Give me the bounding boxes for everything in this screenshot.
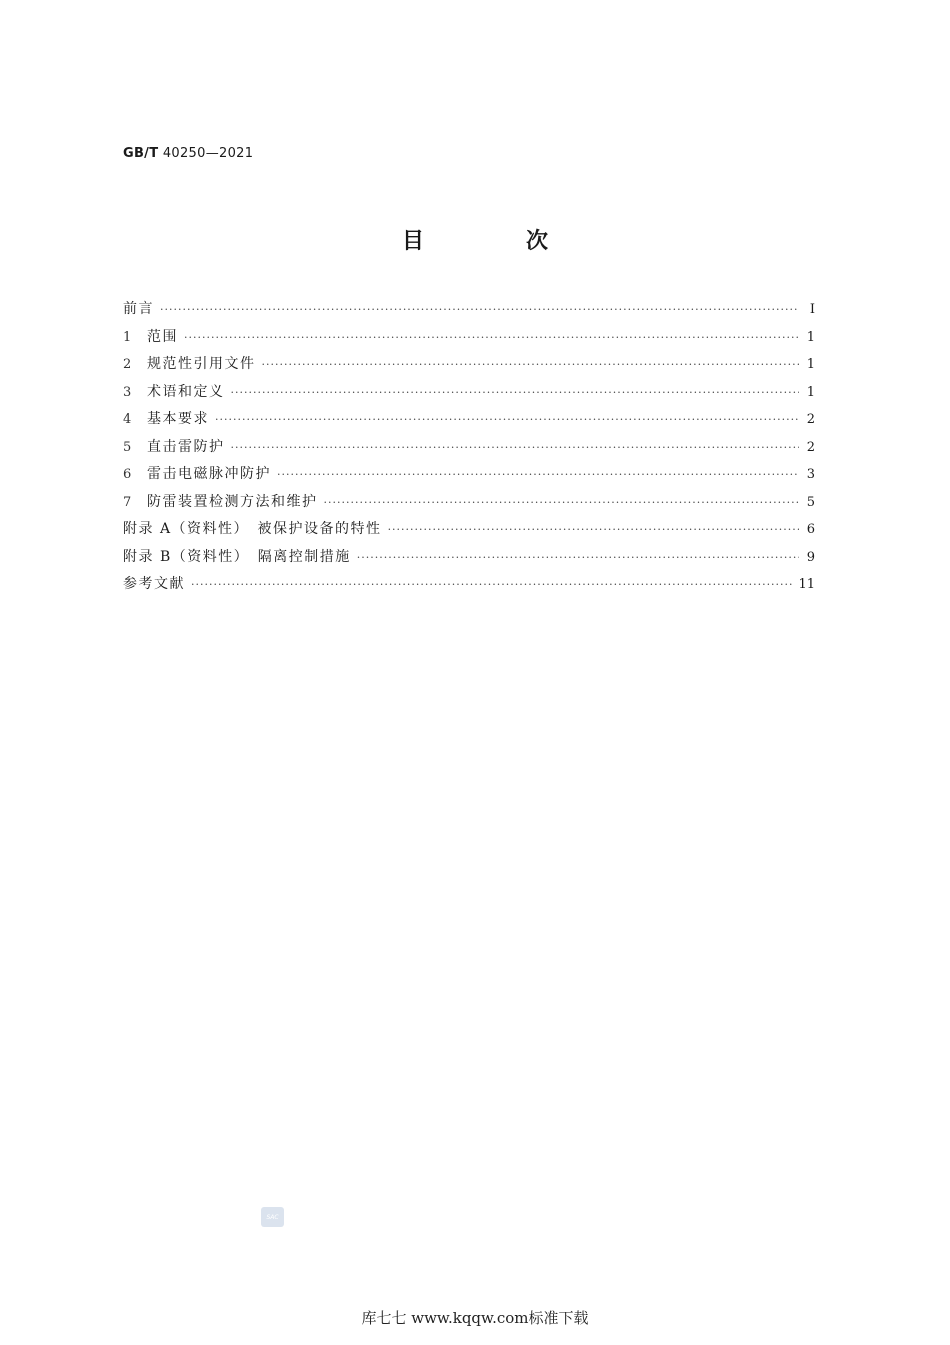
dot-leader bbox=[191, 571, 792, 599]
toc-entry-number: 3 bbox=[123, 384, 132, 400]
toc-entry[interactable] bbox=[123, 571, 815, 599]
toc-entry-page: 9 bbox=[806, 549, 815, 565]
dot-leader bbox=[231, 434, 800, 462]
dot-leader bbox=[357, 544, 799, 572]
standard-code bbox=[123, 146, 253, 161]
toc-entry[interactable] bbox=[123, 406, 815, 434]
toc-entry-label: 范围 bbox=[147, 328, 178, 345]
toc-entry[interactable] bbox=[123, 379, 815, 407]
dot-leader bbox=[215, 406, 799, 434]
dot-leader bbox=[262, 351, 800, 379]
toc-entry[interactable] bbox=[123, 351, 815, 379]
toc-entry-number: 1 bbox=[123, 329, 132, 345]
toc-title: 目 次 bbox=[401, 229, 588, 254]
toc-entry[interactable] bbox=[123, 489, 815, 517]
toc-entry-label: 前言 bbox=[123, 301, 154, 317]
toc-entry-number: 6 bbox=[123, 467, 132, 482]
toc-entry-page: 1 bbox=[806, 329, 815, 345]
toc-entry-label: 基本要求 bbox=[147, 411, 209, 427]
toc-entry-number: 4 bbox=[123, 412, 132, 427]
toc-entry[interactable] bbox=[123, 296, 815, 324]
standard-prefix: GB/T bbox=[123, 146, 159, 161]
toc-entry-page: 2 bbox=[806, 439, 815, 455]
sac-watermark: SAC bbox=[261, 1207, 284, 1227]
toc-entry-page: 2 bbox=[806, 412, 815, 427]
toc-entry-label: 防雷装置检测方法和维护 bbox=[147, 493, 318, 510]
toc-entry[interactable] bbox=[123, 544, 815, 572]
toc-entry-number: 2 bbox=[123, 357, 132, 372]
dot-leader bbox=[231, 379, 800, 407]
toc-entry-label: 术语和定义 bbox=[147, 383, 225, 400]
dot-leader bbox=[324, 489, 800, 517]
toc-entry-page: Ⅰ bbox=[809, 302, 815, 317]
toc-entry-page: 11 bbox=[798, 577, 815, 592]
dot-leader bbox=[184, 324, 799, 352]
footer-text: 库七七 www.kqqw.com标准下载 bbox=[361, 1309, 589, 1327]
toc-entry-page: 6 bbox=[806, 522, 815, 537]
toc-entry-label: 规范性引用文件 bbox=[147, 356, 256, 372]
toc-entry-page: 1 bbox=[806, 384, 815, 400]
toc-entry[interactable] bbox=[123, 434, 815, 462]
toc-entry-label: 直击雷防护 bbox=[147, 438, 225, 455]
toc-entry-label: 雷击电磁脉冲防护 bbox=[147, 466, 271, 482]
toc-entry-page: 1 bbox=[806, 357, 815, 372]
toc-entry[interactable] bbox=[123, 324, 815, 352]
toc-entry[interactable] bbox=[123, 461, 815, 489]
toc-entry-page: 3 bbox=[806, 467, 815, 482]
toc-entry-label: 附录 A（资料性） 被保护设备的特性 bbox=[123, 521, 382, 537]
toc-entry-page: 5 bbox=[806, 494, 815, 510]
standard-number: 40250—2021 bbox=[162, 146, 254, 161]
toc-entry-label: 参考文献 bbox=[123, 576, 185, 592]
dot-leader bbox=[388, 516, 799, 544]
dot-leader bbox=[277, 461, 799, 489]
toc-entry[interactable] bbox=[123, 516, 815, 544]
table-of-contents bbox=[123, 296, 815, 599]
toc-entry-number: 7 bbox=[123, 494, 132, 510]
toc-entry-number: 5 bbox=[123, 439, 132, 455]
toc-entry-label: 附录 B（资料性） 隔离控制措施 bbox=[123, 548, 351, 565]
dot-leader bbox=[160, 296, 799, 324]
